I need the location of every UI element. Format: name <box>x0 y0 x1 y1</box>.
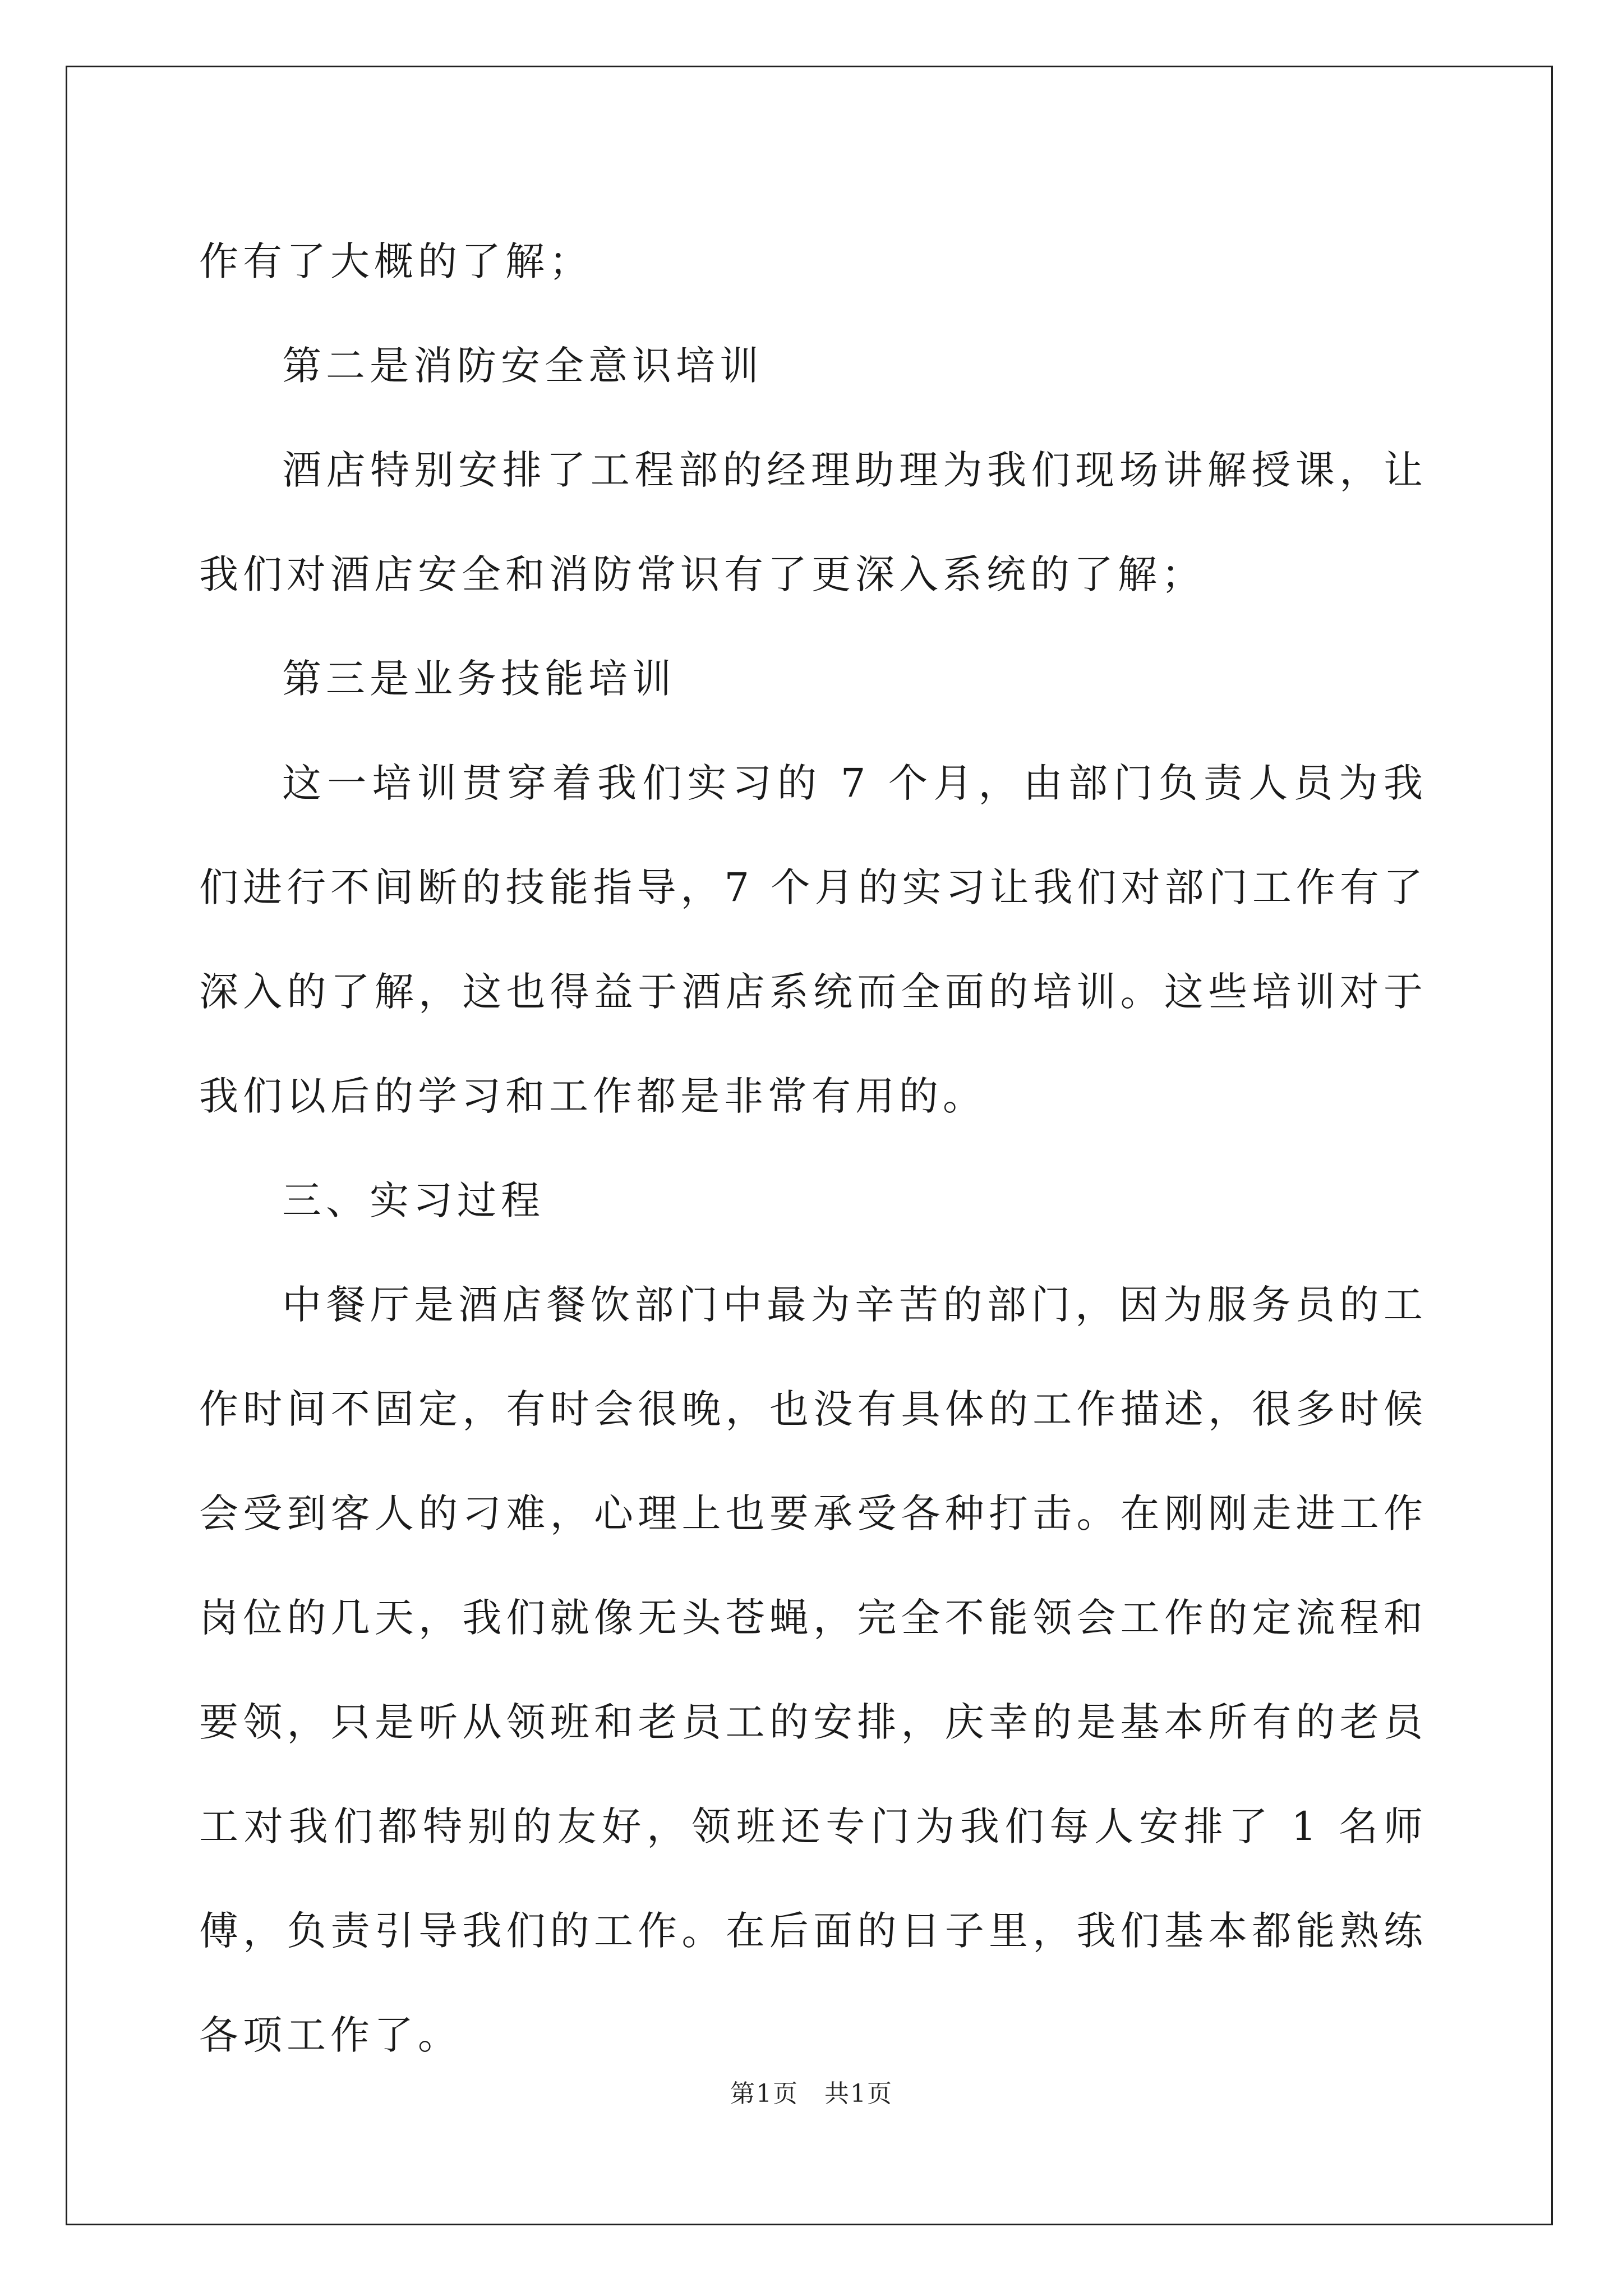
heading-skill-training: 第三是业务技能培训 <box>282 656 676 702</box>
page-number-footer: 第1页 共1页 <box>730 2079 893 2108</box>
paragraph-continuation: 作有了大概的了解； <box>199 238 593 284</box>
heading-fire-safety-training: 第二是消防安全意识培训 <box>282 343 763 389</box>
paragraph-skill-training: 这一培训贯穿着我们实习的 7 个月，由部门负责人员为我们进行不间断的技能指导，7 个月的实习让我们对部门工作有了深入的了解，这也得益于酒店系统而全面的培训。这些培训对于我们以后的学习和工作都是非常有用的。 <box>199 760 1427 1119</box>
paragraph-internship-process: 中餐厅是酒店餐饮部门中最为辛苦的部门，因为服务员的工作时间不固定，有时会很晚，也没有具体的工作描述，很多时候会受到客人的刁难，心理上也要承受各种打击。在刚刚走进工作岗位的几天，我们就像无头苍蝇，完全不能领会工作的定流程和要领，只是听从领班和老员工的安排，庆幸的是基本所有的老员工对我们都特别的友好，领班还专门为我们每人安排了 1 名师傅，负责引导我们的工作。在后面的日子里，我们基本都能熟练各项工作了。 <box>199 1282 1427 2058</box>
document-body <box>199 209 1427 2087</box>
paragraph-fire-safety: 酒店特别安排了工程部的经理助理为我们现场讲解授课，让我们对酒店安全和消防常识有了更深入系统的了解； <box>199 447 1427 597</box>
heading-internship-process: 三、实习过程 <box>282 1177 545 1223</box>
